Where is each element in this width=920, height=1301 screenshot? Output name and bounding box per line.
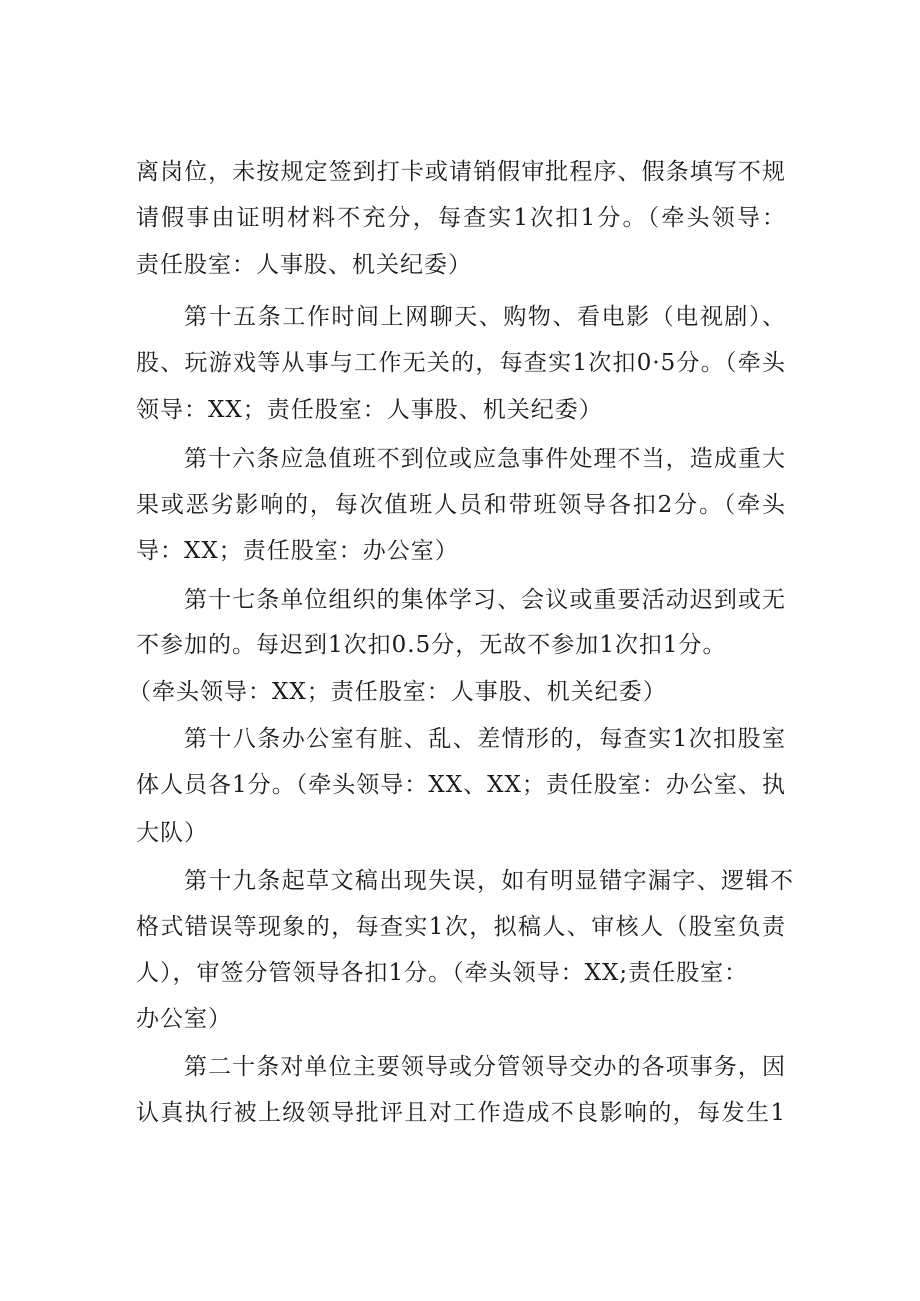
text-line: 大队） bbox=[136, 820, 208, 846]
text-line: 离岗位，未按规定签到打卡或请销假审批程序、假条填写不规 bbox=[136, 159, 786, 185]
text-line: 第十九条起草文稿出现失误，如有明显错字漏字、逻辑不 bbox=[184, 868, 794, 894]
text-line: 第十六条应急值班不到位或应急事件处理不当，造成重大 bbox=[184, 446, 786, 472]
text-line: 第十七条单位组织的集体学习、会议或重要活动迟到或无 bbox=[184, 587, 786, 613]
text-line: 人），审签分管领导各扣1分。（牵头领导：XX;责任股室： bbox=[136, 960, 749, 986]
text-line: 第二十条对单位主要领导或分管领导交办的各项事务，因 bbox=[184, 1054, 786, 1080]
text-line: （牵头领导：XX；责任股室：人事股、机关纪委） bbox=[128, 679, 667, 705]
text-line: 领导：XX；责任股室：人事股、机关纪委） bbox=[136, 397, 603, 423]
text-line: 第十八条办公室有脏、乱、差情形的，每查实1次扣股室 bbox=[184, 726, 786, 752]
text-line: 第十五条工作时间上网聊天、购物、看电影（电视剧）、 bbox=[184, 304, 786, 330]
text-line: 认真执行被上级领导批评且对工作造成不良影响的，每发生1 bbox=[136, 1100, 786, 1126]
text-line: 体人员各1分。（牵头领导：XX、XX；责任股室：办公室、执 bbox=[136, 772, 786, 798]
text-line: 格式错误等现象的，每查实1次，拟稿人、审核人（股室负责 bbox=[136, 914, 786, 940]
text-line: 股、玩游戏等从事与工作无关的，每查实1次扣0·5分。（牵头 bbox=[136, 350, 786, 376]
text-line: 请假事由证明材料不充分，每查实1次扣1分。（牵头领导： bbox=[136, 205, 786, 231]
text-line: 办公室） bbox=[136, 1006, 232, 1032]
text-line: 果或恶劣影响的，每次值班人员和带班领导各扣2分。（牵头 bbox=[136, 492, 786, 518]
text-line: 不参加的。每迟到1次扣0.5分，无故不参加1次扣1分。 bbox=[136, 632, 727, 658]
text-line: 导：XX；责任股室：办公室） bbox=[136, 538, 459, 564]
text-line: 责任股室：人事股、机关纪委） bbox=[136, 252, 472, 278]
